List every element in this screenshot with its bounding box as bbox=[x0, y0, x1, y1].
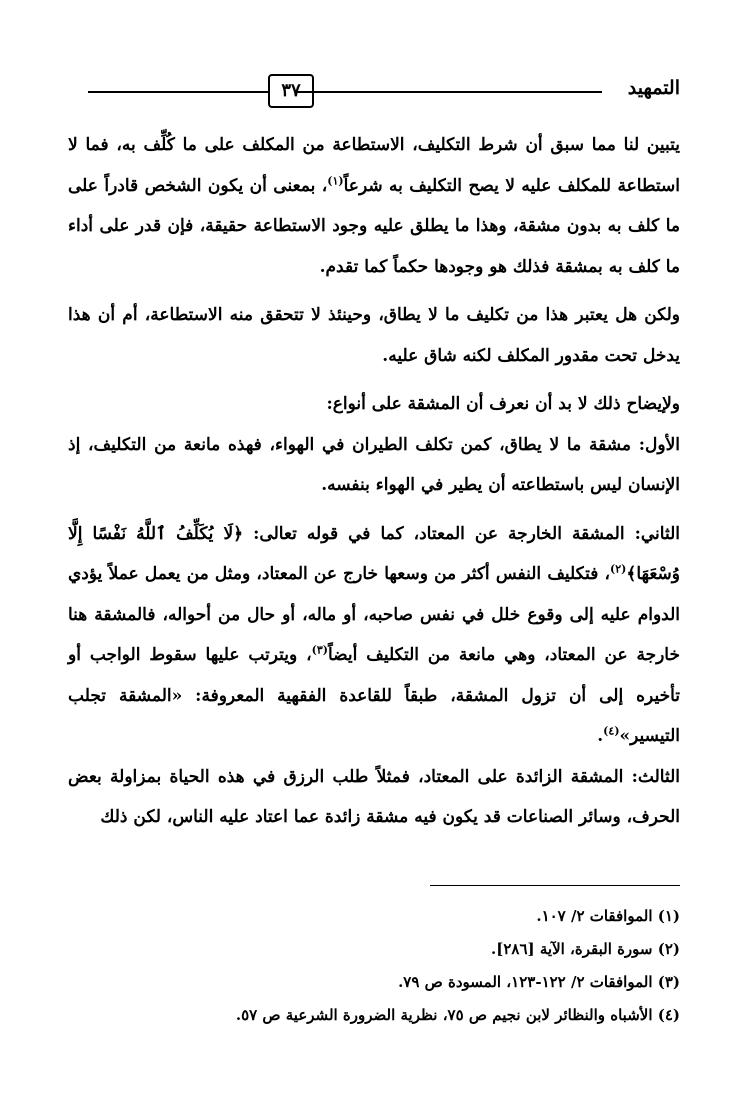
footnote-1: (١) الموافقات ٢/ ١٠٧. bbox=[536, 907, 680, 925]
footnote-3: (٣) الموافقات ٢/ ١٢٢-١٢٣، المسودة ص ٧٩. bbox=[398, 973, 680, 991]
paragraph-second-type: الثاني: المشقة الخارجة عن المعتاد، كما في قوله تعالى: ﴿لَا يُكَلِّفُ ٱللَّهُ نَفْسًا إِلَّا وُسْعَهَا﴾$^{(٢)}$، فتكليف النفس أكثر من وسعها خارج عن المعتاد، ومثل من يعمل عملاً يؤدي الدوام عليه إلى وقوع خلل في نفس صاحبه، أو ماله، أو حال من أحواله، فالمشقة هنا خارجة عن المعتاد، وهي مانعة من التكليف أيضاً$^{(٣)}$، ويترتب عليها سقوط الواجب أو تأخيره إلى أن تزول المشقة، طبقاً للقاعدة الفقهية المعروفة: «المشقة تجلب التيسير»$^{(٤)}$. bbox=[68, 523, 680, 746]
footnotes bbox=[68, 900, 680, 1032]
header-rule-right bbox=[297, 91, 602, 93]
footnote-ref-1: (١) bbox=[327, 173, 344, 187]
body-text bbox=[68, 125, 680, 838]
running-header bbox=[80, 70, 680, 110]
footnote-2: (٢) سورة البقرة، الآية [٢٨٦]. bbox=[491, 940, 680, 958]
header-rule-left bbox=[88, 91, 268, 93]
paragraph-third-type: الثالث: المشقة الزائدة على المعتاد، فمثلاً طلب الرزق في هذه الحياة بمزاولة بعض الحرف، وسائر الصناعات قد يكون فيه مشقة زائدة عما اعتاد عليه الناس، لكن ذلك bbox=[68, 766, 680, 827]
page-number: ٣٧ bbox=[268, 74, 314, 108]
footnote-separator bbox=[430, 885, 680, 886]
paragraph-3: ولإيضاح ذلك لا بد أن نعرف أن المشقة على أنواع: bbox=[326, 394, 680, 414]
chapter-title: التمهيد bbox=[627, 77, 680, 99]
type-label-first: الأول: bbox=[638, 434, 680, 455]
footnote-ref-4: (٤) bbox=[603, 724, 620, 738]
paragraph-1: يتبين لنا مما سبق أن شرط التكليف، الاستطاعة من المكلف على ما كُلِّف به، فما لا استطاعة للمكلف عليه لا يصح التكليف به شرعاً$^{(١)}$، بمعنى أن يكون الشخص قادراً على ما كلف به بدون مشقة، وهذا ما يطلق عليه وجود الاستطاعة حقيقة، فإن قدر على أداء ما كلف به بمشقة فذلك هو وجودها حكماً كما تقدم. bbox=[68, 135, 680, 277]
type-label-second: الثاني: bbox=[634, 523, 680, 544]
type-label-third: الثالث: bbox=[631, 766, 680, 787]
footnote-ref-3: (٣) bbox=[311, 643, 328, 657]
footnote-4: (٤) الأشباه والنظائر لابن نجيم ص ٧٥، نظرية الضرورة الشرعية ص ٥٧. bbox=[235, 1006, 680, 1024]
footnote-ref-2: (٢) bbox=[610, 562, 627, 576]
paragraph-2: ولكن هل يعتبر هذا من تكليف ما لا يطاق، وحينئذ لا تتحقق منه الاستطاعة، أم أن هذا يدخل تحت مقدور المكلف لكنه شاق عليه. bbox=[68, 305, 680, 366]
paragraph-first-type: الأول: مشقة ما لا يطاق، كمن تكلف الطيران في الهواء، فهذه مانعة من التكليف، إذ الإنسان ليس باستطاعته أن يطير في الهواء بنفسه. bbox=[68, 434, 680, 495]
